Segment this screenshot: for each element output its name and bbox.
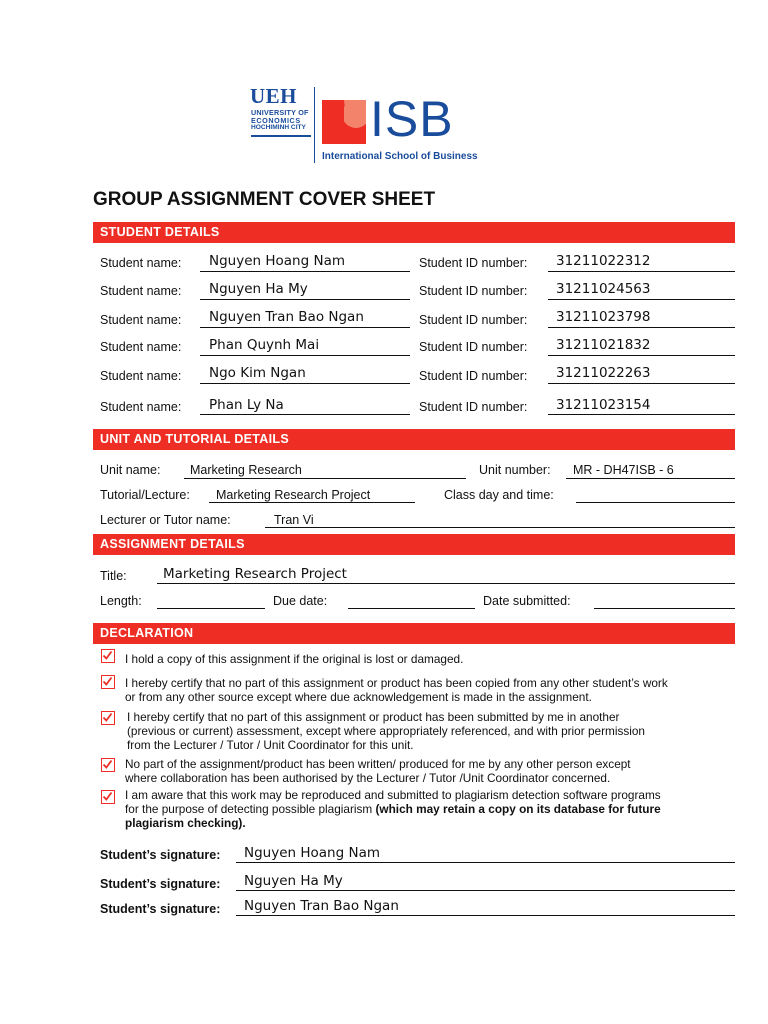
ueh-underline [251, 135, 311, 137]
declaration-line: (previous or current) assessment, except where appropriately referenced, and with prior permission [127, 723, 645, 738]
student-id-value: 31211024563 [556, 281, 651, 297]
student-id-label: Student ID number: [419, 284, 528, 298]
signature-value: Nguyen Hoang Nam [244, 845, 380, 861]
length-label: Length: [100, 594, 142, 608]
ueh-line1: UNIVERSITY OF [251, 108, 309, 117]
tutorial-label: Tutorial/Lecture: [100, 488, 190, 502]
isb-fullname: International School of Business [322, 151, 478, 162]
student-name-field[interactable] [200, 355, 410, 356]
ueh-line3: HOCHIMINH CITY [251, 124, 306, 131]
declaration-text [125, 677, 725, 705]
student-id-field[interactable] [548, 299, 735, 300]
declaration-checkbox[interactable] [101, 711, 115, 725]
tutorial-field[interactable] [209, 502, 415, 503]
student-id-label: Student ID number: [419, 340, 528, 354]
student-id-value: 31211021832 [556, 337, 651, 353]
student-id-field[interactable] [548, 355, 735, 356]
declaration-text [127, 711, 727, 752]
assignment-title-value: Marketing Research Project [163, 566, 347, 582]
unit-name-field[interactable] [184, 478, 466, 479]
section-unit-details: UNIT AND TUTORIAL DETAILS [93, 429, 735, 450]
checkmark-icon [102, 759, 113, 770]
declaration-checkbox[interactable] [101, 790, 115, 804]
declaration-text: I hold a copy of this assignment if the original is lost or damaged. [125, 652, 464, 666]
student-id-label: Student ID number: [419, 313, 528, 327]
tutorial-value: Marketing Research Project [216, 488, 371, 502]
student-id-field[interactable] [548, 327, 735, 328]
checkmark-icon [102, 676, 113, 687]
student-id-label: Student ID number: [419, 256, 528, 270]
declaration-text [125, 789, 725, 830]
signature-label: Student’s signature: [100, 848, 221, 862]
assignment-title-field[interactable] [157, 583, 735, 584]
unit-number-label: Unit number: [479, 463, 551, 477]
student-name-value: Nguyen Tran Bao Ngan [209, 309, 364, 325]
class-day-label: Class day and time: [444, 488, 554, 502]
student-name-field[interactable] [200, 327, 410, 328]
lecturer-label: Lecturer or Tutor name: [100, 513, 231, 527]
declaration-line: No part of the assignment/product has been written/ produced for me by any other person except [125, 757, 631, 771]
declaration-line-plain: for the purpose of detecting possible plagiarism [125, 801, 376, 816]
student-id-value: 31211023798 [556, 309, 651, 325]
page-title: GROUP ASSIGNMENT COVER SHEET [93, 189, 436, 210]
declaration-line: I hereby certify that no part of this assignment or product has been submitted by me in another [127, 710, 620, 724]
student-name-label: Student name: [100, 256, 182, 270]
unit-name-value: Marketing Research [190, 463, 302, 477]
class-day-field[interactable] [576, 502, 735, 503]
date-submitted-label: Date submitted: [483, 594, 571, 608]
unit-number-value: MR - DH47ISB - 6 [573, 463, 674, 477]
checkmark-icon [102, 791, 113, 802]
student-id-value: 31211022312 [556, 253, 651, 269]
length-field[interactable] [157, 608, 265, 609]
student-name-label: Student name: [100, 369, 182, 383]
declaration-checkbox[interactable] [101, 675, 115, 689]
declaration-checkbox[interactable] [101, 758, 115, 772]
student-name-label: Student name: [100, 340, 182, 354]
unit-name-label: Unit name: [100, 463, 161, 477]
student-id-field[interactable] [548, 271, 735, 272]
section-assignment-details: ASSIGNMENT DETAILS [93, 534, 735, 555]
section-student-details: STUDENT DETAILS [93, 222, 735, 243]
ueh-line2: ECONOMICS [251, 116, 301, 125]
student-id-value: 31211022263 [556, 365, 651, 381]
assignment-title-label: Title: [100, 569, 127, 583]
signature-value: Nguyen Tran Bao Ngan [244, 898, 399, 914]
declaration-checkbox[interactable] [101, 649, 115, 663]
declaration-line: from the Lecturer / Tutor / Unit Coordinator for this unit. [127, 737, 414, 752]
student-id-value: 31211023154 [556, 397, 651, 413]
signature-label: Student’s signature: [100, 877, 221, 891]
student-id-field[interactable] [548, 414, 735, 415]
student-name-value: Nguyen Hoang Nam [209, 253, 345, 269]
student-id-label: Student ID number: [419, 369, 528, 383]
declaration-line: I am aware that this work may be reproduced and submitted to plagiarism detection software programs [125, 788, 661, 802]
signature-field[interactable] [236, 890, 735, 891]
declaration-line: or from any other source except where due acknowledgement is made in the assignment. [125, 689, 592, 704]
student-name-label: Student name: [100, 400, 182, 414]
section-declaration: DECLARATION [93, 623, 735, 644]
logo [248, 84, 488, 166]
student-name-value: Phan Ly Na [209, 397, 284, 413]
due-date-label: Due date: [273, 594, 328, 608]
lecturer-field[interactable] [265, 527, 735, 528]
logo-divider [314, 87, 315, 163]
declaration-line-bold: (which may retain a copy on its database for future [375, 801, 661, 816]
signature-field[interactable] [236, 915, 735, 916]
due-date-field[interactable] [348, 608, 475, 609]
isb-wordmark: ISB [370, 91, 454, 147]
declaration-line: where collaboration has been authorised by the Lecturer / Tutor /Unit Coordinator concerned. [125, 770, 611, 785]
signature-field[interactable] [236, 862, 735, 863]
student-name-field[interactable] [200, 271, 410, 272]
student-name-label: Student name: [100, 313, 182, 327]
student-name-field[interactable] [200, 299, 410, 300]
student-name-field[interactable] [200, 414, 410, 415]
student-id-label: Student ID number: [419, 400, 528, 414]
declaration-line: plagiarism checking). [125, 815, 246, 830]
ueh-logo [250, 84, 314, 144]
signature-value: Nguyen Ha My [244, 873, 343, 889]
declaration-text [125, 758, 725, 786]
student-name-field[interactable] [200, 383, 410, 384]
student-name-value: Ngo Kim Ngan [209, 365, 306, 381]
ueh-wordmark: UEH [250, 84, 298, 108]
declaration-line [125, 803, 725, 817]
student-name-label: Student name: [100, 284, 182, 298]
checkmark-icon [102, 712, 113, 723]
signature-label: Student’s signature: [100, 902, 221, 916]
student-id-field[interactable] [548, 383, 735, 384]
student-name-value: Phan Quynh Mai [209, 337, 320, 353]
isb-mark-icon [322, 100, 366, 144]
checkmark-icon [102, 650, 113, 661]
date-submitted-field[interactable] [594, 608, 735, 609]
unit-number-field[interactable] [566, 478, 735, 479]
lecturer-value: Tran Vi [274, 513, 314, 527]
student-name-value: Nguyen Ha My [209, 281, 308, 297]
declaration-line: I hereby certify that no part of this assignment or product has been copied from any other student’s work [125, 676, 668, 690]
